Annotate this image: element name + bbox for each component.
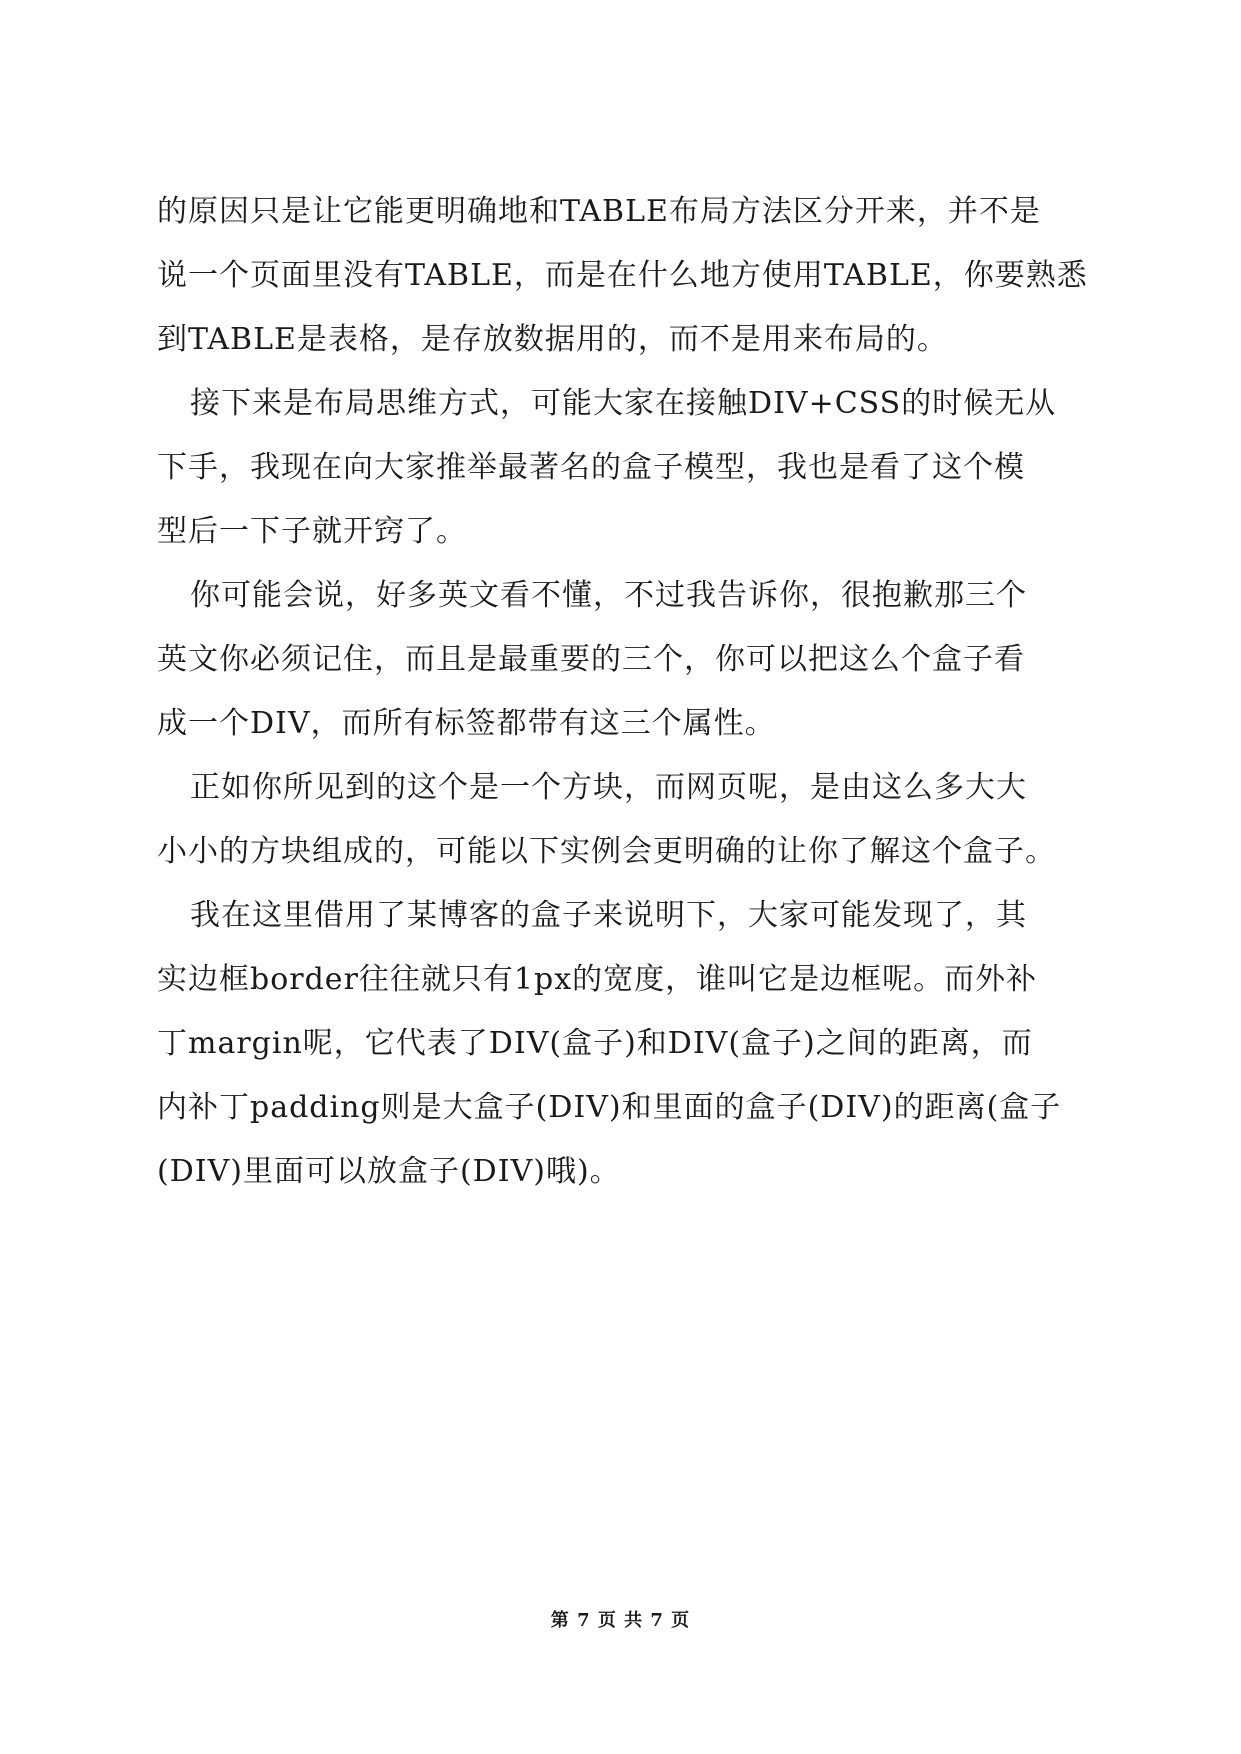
text-line: 实边框border往往就只有1px的宽度，谁叫它是边框呢。而外补 bbox=[157, 962, 1038, 997]
paragraph-box-model-intro bbox=[157, 372, 1097, 564]
text-line: 接下来是布局思维方式，可能大家在接触DIV+CSS的时候无从 bbox=[190, 386, 1057, 421]
text-line: 丁margin呢，它代表了DIV(盒子)和DIV(盒子)之间的距离，而 bbox=[157, 1026, 1033, 1061]
paragraph-three-properties bbox=[157, 564, 1097, 756]
text-line: 正如你所见到的这个是一个方块，而网页呢，是由这么多大大 bbox=[190, 770, 1027, 805]
text-line: 的原因只是让它能更明确地和TABLE布局方法区分开来，并不是 bbox=[157, 194, 1041, 229]
text-line: 英文你必须记住，而且是最重要的三个，你可以把这么个盒子看 bbox=[157, 642, 1025, 677]
text-line: 成一个DIV，而所有标签都带有这三个属性。 bbox=[157, 706, 776, 741]
document-body bbox=[157, 180, 1097, 1204]
text-line: (DIV)里面可以放盒子(DIV)哦)。 bbox=[157, 1154, 621, 1189]
paragraph-blocks bbox=[157, 756, 1097, 884]
text-line: 内补丁padding则是大盒子(DIV)和里面的盒子(DIV)的距离(盒子 bbox=[157, 1090, 1062, 1125]
text-line: 小小的方块组成的，可能以下实例会更明确的让你了解这个盒子。 bbox=[157, 834, 1056, 869]
text-line: 我在这里借用了某博客的盒子来说明下，大家可能发现了，其 bbox=[190, 898, 1027, 933]
text-line: 下手，我现在向大家推举最著名的盒子模型，我也是看了这个模 bbox=[157, 450, 1025, 485]
text-line: 说一个页面里没有TABLE，而是在什么地方使用TABLE，你要熟悉 bbox=[157, 258, 1088, 293]
paragraph-border-margin-padding bbox=[157, 884, 1097, 1204]
text-line: 你可能会说，好多英文看不懂，不过我告诉你，很抱歉那三个 bbox=[190, 578, 1027, 613]
page-number-footer: 第 7 页 共 7 页 bbox=[550, 1610, 691, 1631]
paragraph-table-layout bbox=[157, 180, 1097, 372]
text-line: 到TABLE是表格，是存放数据用的，而不是用来布局的。 bbox=[157, 322, 948, 357]
text-line: 型后一下子就开窍了。 bbox=[157, 514, 467, 549]
